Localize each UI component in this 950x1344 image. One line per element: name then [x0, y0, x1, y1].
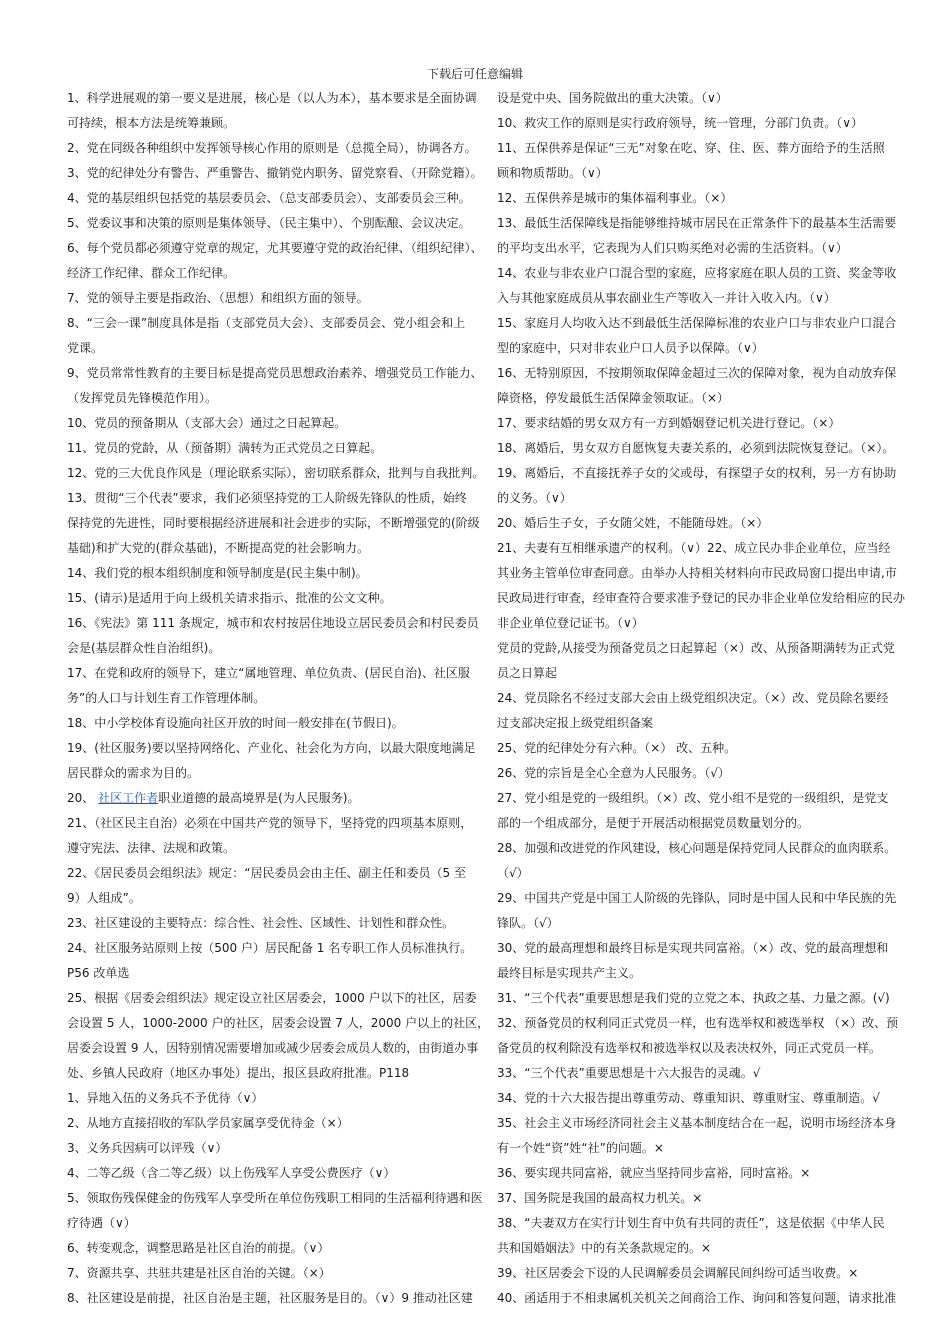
text-line: 疗待遇（∨）: [67, 1216, 136, 1230]
text-line: 部的一个组成部分，是便于开展活动根据党员数量划分的。: [497, 816, 810, 830]
text-line: 27、党小组是党的一级组织。（×）改、党小组不是党的一级组织，是党支: [497, 791, 889, 805]
text-line: 12、党的三大优良作风是（理论联系实际），密切联系群众，批判与自我批判。: [67, 466, 485, 480]
text-line: 居委会设置 9 人，因特别情况需要增加或减少居委会成员人数的，由街道办事: [67, 1041, 479, 1055]
text-line: 39、社区居委会下设的人民调解委员会调解民间纠纷可适当收费。×: [497, 1266, 859, 1280]
text-line: 21、（社区民主自治）必须在中国共产党的领导下，坚持党的四项基本原则，: [67, 816, 473, 830]
text-line: 6、转变观念，调整思路是社区自治的前提。（∨）: [67, 1241, 330, 1255]
text-line: 14、我们党的根本组织制度和领导制度是(民主集中制)。: [67, 566, 368, 580]
text-line: 居民群众的需求为目的。: [67, 766, 200, 780]
text-line: 处、乡镇人民政府（地区办事处）提出，报区县政府批准。P118: [67, 1066, 410, 1080]
page-header: 下载后可任意编辑: [426, 67, 523, 81]
text-line: 12、五保供养是城市的集体福利事业。（×）: [497, 191, 733, 205]
text-line: [67, 786, 497, 811]
text-line: （发挥党员先锋模范作用）。: [67, 391, 218, 405]
text-line: 顾和物质帮助。（∨）: [497, 166, 608, 180]
text-line: 设是党中央、国务院做出的重大决策。（∨）: [497, 91, 728, 105]
text-line: 务”的人口与计划生育工作管理体制。: [67, 691, 266, 705]
text-line: 25、根据《居委会组织法》规定设立社区居委会，1000 户以下的社区，居委: [67, 991, 477, 1005]
text-line: 7、党的领导主要是指政治、（思想）和组织方面的领导。: [67, 291, 369, 305]
text-line: 17、要求结婚的男女双方有一方到婚姻登记机关进行登记。（×）: [497, 416, 841, 430]
text-line: 过支部决定报上级党组织备案: [497, 716, 654, 730]
text-line: 型的家庭中，只对非农业户口人员予以保障。（∨）: [497, 341, 764, 355]
text-line: 党员的党龄,从接受为预备党员之日起算起（×）改、从预备期满转为正式党: [497, 641, 895, 655]
text-line: 13、最低生活保障线是指能够维持城市居民在正常条件下的最基本生活需要: [497, 216, 897, 230]
text-line: 37、国务院是我国的最高权力机关。×: [497, 1191, 703, 1205]
text-line: 备党员的权利除没有选举权和被选举权以及表决权外，同正式党员一样。: [497, 1041, 882, 1055]
text-line: 23、社区建设的主要特点：综合性、社会性、区域性、计划性和群众性。: [67, 916, 455, 930]
text-line: 9、党员常常性教育的主要目标是提高党员思想政治素养、增强党员工作能力、: [67, 366, 483, 380]
text-line: 11、五保供养是保证“三无”对象在吃、穿、住、医、葬方面给予的生活照: [497, 141, 885, 155]
text-line: 经济工作纪律、群众工作纪律。: [67, 266, 236, 280]
text-line: 党课。: [67, 341, 104, 355]
text-line: 可持续，根本方法是统筹兼顾。: [67, 116, 236, 130]
right-column: [497, 86, 907, 1311]
text-line: 有一个姓“资”姓“社”的问题。×: [497, 1141, 664, 1155]
text-line: 员之日算起: [497, 666, 558, 680]
text-line: 非企业单位登记证书。（∨）: [497, 616, 644, 630]
text-line: 障资格，停发最低生活保障金领取证。（×）: [497, 391, 730, 405]
text-line: 3、党的纪律处分有警告、严重警告、撤销党内职务、留党察看、（开除党籍）。: [67, 166, 483, 180]
text-line: 3、义务兵因病可以评残（∨）: [67, 1141, 228, 1155]
text-line: 20、婚后生子女，子女随父姓，不能随母姓。（×）: [497, 516, 769, 530]
text-line: 18、中小学校体育设施向社区开放的时间一般安排在(节假日)。: [67, 716, 404, 730]
text-line: P56 改单选: [67, 966, 130, 980]
text-line: 8、“三会一课”制度具体是指（支部党员大会）、支部委员会、党小组会和上: [67, 316, 466, 330]
text-line: 遵守宪法、法律、法规和政策。: [67, 841, 236, 855]
text-line: 26、党的宗旨是全心全意为人民服务。（√）: [497, 766, 730, 780]
text-line: 4、党的基层组织包括党的基层委员会、（总支部委员会）、支部委员会三种。: [67, 191, 471, 205]
text-line: 9）人组成”。: [67, 891, 141, 905]
text-line: 1、异地入伍的义务兵不予优待（∨）: [67, 1091, 264, 1105]
text-line: 入与其他家庭成员从事农副业生产等收入一并计入收入内。（∨）: [497, 291, 836, 305]
text-line: 21、夫妻有互相继承遗产的权利。（∨）22、成立民办非企业单位，应当经: [497, 541, 891, 555]
text-line: 19、离婚后，不直接抚养子女的父或母，有探望子女的权利，另一方有协助: [497, 466, 897, 480]
text-line: 17、在党和政府的领导下，建立“属地管理、单位负责、(居民自治)、社区服: [67, 666, 470, 680]
text-line: 10、党员的预备期从（支部大会）通过之日起算起。: [67, 416, 347, 430]
text-line: 会设置 5 人，1000-2000 户的社区，居委会设置 7 人，2000 户以上的社区，: [67, 1016, 490, 1030]
text-line: 16、《宪法》第 111 条规定，城市和农村按居住地设立居民委员会和村民委员: [67, 616, 479, 630]
text-line: 最终目标是实现共产主义。: [497, 966, 642, 980]
text-line: 14、农业与非农业户口混合型的家庭，应将家庭在职人员的工资、奖金等收: [497, 266, 897, 280]
text-line: 38、“夫妻双方在实行计划生育中负有共同的责任”，这是依据《中华人民: [497, 1216, 885, 1230]
text-line: 共和国婚姻法》中的有关条款规定的。×: [497, 1241, 712, 1255]
text-line: 34、党的十六大报告提出尊重劳动、尊重知识、尊重财宝、尊重制造。√: [497, 1091, 880, 1105]
text-line: 32、预备党员的权利同正式党员一样，也有选举权和被选举权 （×）改、预: [497, 1016, 899, 1030]
text-line: 保持党的先进性，同时要根据经济进展和社会进步的实际，不断增强党的(阶级: [67, 516, 480, 530]
community-worker-link[interactable]: 社区工作者: [98, 791, 159, 805]
text-line: 8、社区建设是前提，社区自治是主题，社区服务是目的。（∨）9 推动社区建: [67, 1291, 473, 1305]
text-line: 2、党在同级各种组织中发挥领导核心作用的原则是（总揽全局），协调各方。: [67, 141, 477, 155]
text-line: 31、“三个代表”重要思想是我们党的立党之本、执政之基、力量之源。(√): [497, 991, 890, 1005]
text-line: 36、要实现共同富裕，就应当坚持同步富裕，同时富裕。×: [497, 1166, 811, 1180]
text-line: 28、加强和改进党的作风建设，核心问题是保持党同人民群众的血肉联系。: [497, 841, 897, 855]
text-line: 29、中国共产党是中国工人阶级的先锋队，同时是中国人民和中华民族的先: [497, 891, 897, 905]
text-line: 30、党的最高理想和最终目标是实现共同富裕。（×）改、党的最高理想和: [497, 941, 889, 955]
left-column: [67, 86, 497, 1311]
text-line: 锋队。（√）: [497, 916, 559, 930]
text-line: 13、贯彻“三个代表”要求，我们必须坚持党的工人阶级先锋队的性质，始终: [67, 491, 467, 505]
text-line: 19、(社区服务)要以坚持网络化、产业化、社会化为方向，以最大限度地满足: [67, 741, 476, 755]
text-line: 11、党员的党龄，从（预备期）满转为正式党员之日算起。: [67, 441, 383, 455]
item-20-suffix: 职业道德的最高境界是(为人民服务)。: [158, 791, 360, 805]
text-line: 5、党委议事和决策的原则是集体领导、（民主集中）、个别酝酿、会议决定。: [67, 216, 471, 230]
text-line: 会是(基层群众性自治组织)。: [67, 641, 221, 655]
text-line: 1、科学进展观的第一要义是进展，核心是（以人为本），基本要求是全面协调: [67, 91, 477, 105]
text-line: 民政局进行审查，经审查符合要求准予登记的民办非企业单位发给相应的民办: [497, 591, 906, 605]
text-line: 16、无特别原因，不按期领取保障金超过三次的保障对象，视为自动放弃保: [497, 366, 897, 380]
text-line: 5、领取伤残保健金的伤残军人享受所在单位伤残职工相同的生活福利待遇和医: [67, 1191, 483, 1205]
text-line: 6、每个党员都必须遵守党章的规定，尤其要遵守党的政治纪律、（组织纪律）、: [67, 241, 483, 255]
text-line: 22、《居民委员会组织法》规定：“居民委员会由主任、副主任和委员（5 至: [67, 866, 466, 880]
text-line: 4、二等乙级（含二等乙级）以上伤残军人享受公费医疗（∨）: [67, 1166, 396, 1180]
text-line: 7、资源共享、共驻共建是社区自治的关键。（×）: [67, 1266, 331, 1280]
text-line: 24、社区服务站原则上按（500 户）居民配备 1 名专职工作人员标准执行。: [67, 941, 473, 955]
text-line: 24、党员除名不经过支部大会由上级党组织决定。（×）改、党员除名要经: [497, 691, 889, 705]
text-line: 35、社会主义市场经济同社会主义基本制度结合在一起，说明市场经济本身: [497, 1116, 897, 1130]
text-line: 2、从地方直接招收的军队学员家属享受优待金（×）: [67, 1116, 349, 1130]
text-line: 18、离婚后，男女双方自愿恢复夫妻关系的，必须到法院恢复登记。（×）。: [497, 441, 895, 455]
text-line: 15、(请示)是适用于向上级机关请求指示、批准的公文文种。: [67, 591, 392, 605]
text-line: 其业务主管单位审查同意。由举办人持相关材料向市民政局窗口提出申请,市: [497, 566, 897, 580]
text-line: 15、家庭月人均收入达不到最低生活保障标准的农业户口与非农业户口混合: [497, 316, 897, 330]
item-20-prefix: 20、: [67, 791, 99, 805]
text-line: 的平均支出水平，它表现为人们只购买绝对必需的生活资料。（∨）: [497, 241, 848, 255]
text-line: （√）: [497, 866, 529, 880]
text-line: 的义务。（∨）: [497, 491, 572, 505]
text-line: 33、“三个代表”重要思想是十六大报告的灵魂。√: [497, 1066, 761, 1080]
text-line: 40、函适用于不相隶属机关机关之间商洽工作、询问和答复问题，请求批准: [497, 1291, 897, 1305]
text-line: 基础)和扩大党的(群众基础)，不断提高党的社会影响力。: [67, 541, 370, 555]
text-line: 25、党的纪律处分有六种。（×） 改、五种。: [497, 741, 737, 755]
text-line: 10、救灾工作的原则是实行政府领导，统一管理，分部门负责。（∨）: [497, 116, 864, 130]
